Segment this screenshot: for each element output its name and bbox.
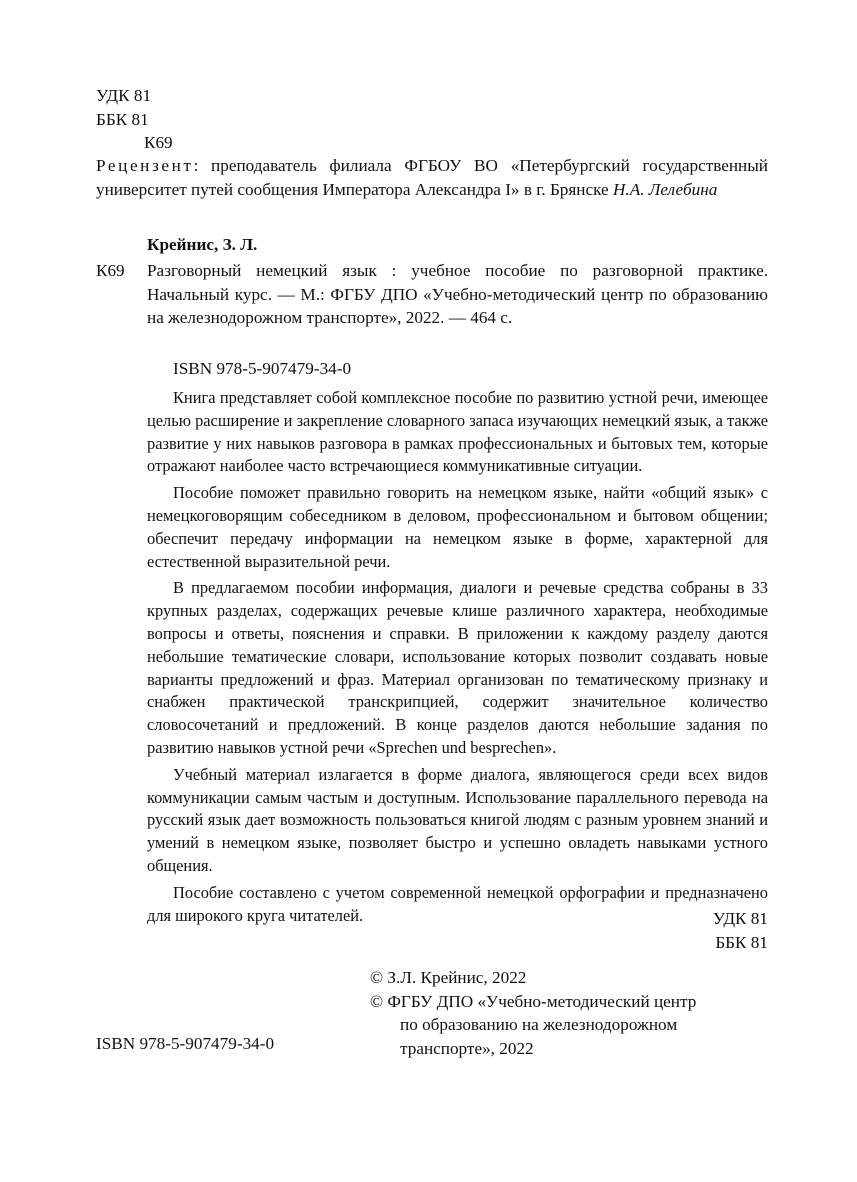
author-heading: Крейнис, З. Л. <box>147 235 258 254</box>
abstract <box>147 387 768 931</box>
isbn-top: ISBN 978-5-907479-34-0 <box>173 359 352 378</box>
copyright-publisher-cont: по образованию на железнодорожном <box>400 1015 678 1035</box>
footer-udk-code: УДК 81 <box>712 909 768 928</box>
bbk-code: ББК 81 <box>96 109 149 129</box>
isbn-bottom: ISBN 978-5-907479-34-0 <box>96 1034 275 1053</box>
abstract-paragraph: Пособие составлено с учетом современной немецкой орфографии и предназначено для широкого круга читателей. <box>147 882 768 925</box>
reviewer-note <box>96 154 768 201</box>
reviewer-text: : преподаватель филиала ФГБОУ ВО «Петербургский государственный университет путей сообщения Императора Александра I» в г. Брянске <box>96 156 768 199</box>
reviewer-name: Н.А. Лелебина <box>612 179 718 199</box>
abstract-paragraph: Учебный материал излагается в форме диалога, являющегося среди всех видов коммуникации самым частым и доступным. Использование параллельного перевода на русский язык дает возможность пользоваться книгой людям с разным уровнем знаний и умений в немецком языке, позволяет быстро и успешно овладеть навыками устного общения. <box>147 764 768 875</box>
copyright-author: © З.Л. Крейнис, 2022 <box>370 968 527 987</box>
reviewer-label: Рецензент <box>96 156 194 175</box>
author-mark: К69 <box>144 133 173 153</box>
abstract-paragraph: В предлагаемом пособии информация, диалоги и речевые средства собраны в 33 крупных разделах, содержащих речевые клише различного характера, необходимые вопросы и ответы, пояснения и справки. В приложении к каждому разделу даются небольшие тематические словари, использование которых позволит создавать новые варианты предложений и фраз. Материал организован по тематическому признаку и снабжен практической транскрипцией, содержит значительное количество словосочетаний и предложений. В конце разделов даются небольшие задания по развитию навыков устной речи «Sprechen und besprechen». <box>147 578 768 757</box>
abstract-paragraph: Пособие поможет правильно говорить на немецком языке, найти «общий язык» с немецкоговорящим собеседником в деловом, профессиональном и бытовом общении; обеспечит передачу информации на немецком языке в форме, характерной для естественной выразительной речи. <box>147 483 768 571</box>
footer-bbk-code: ББК 81 <box>715 932 768 952</box>
udk-code: УДК 81 <box>96 86 152 105</box>
abstract-paragraph: Книга представляет собой комплексное пособие по развитию устной речи, имеющее целью расширение и закрепление словарного запаса изучающих немецкий язык, а также развитие у них навыков разговора в рамках профессиональных и бытовых тем, которые отражают наиболее часто встречающиеся коммуникативные ситуации. <box>147 388 768 476</box>
copyright-publisher-year: транспорте», 2022 <box>400 1038 534 1058</box>
copyright-block <box>370 966 770 1060</box>
catalog-mark: К69 <box>96 261 125 280</box>
classification-codes <box>96 84 173 155</box>
footer-classification-codes <box>713 907 768 954</box>
bibliographic-entry: Разговорный немецкий язык : учебное пособие по разговорной практике. Начальный курс. — М.: ФГБУ ДПО «Учебно-методический центр по образованию на железнодорожном транспорте», 2022. — 464 с. <box>147 261 768 328</box>
copyright-publisher: © ФГБУ ДПО «Учебно-методический центр <box>370 991 697 1011</box>
